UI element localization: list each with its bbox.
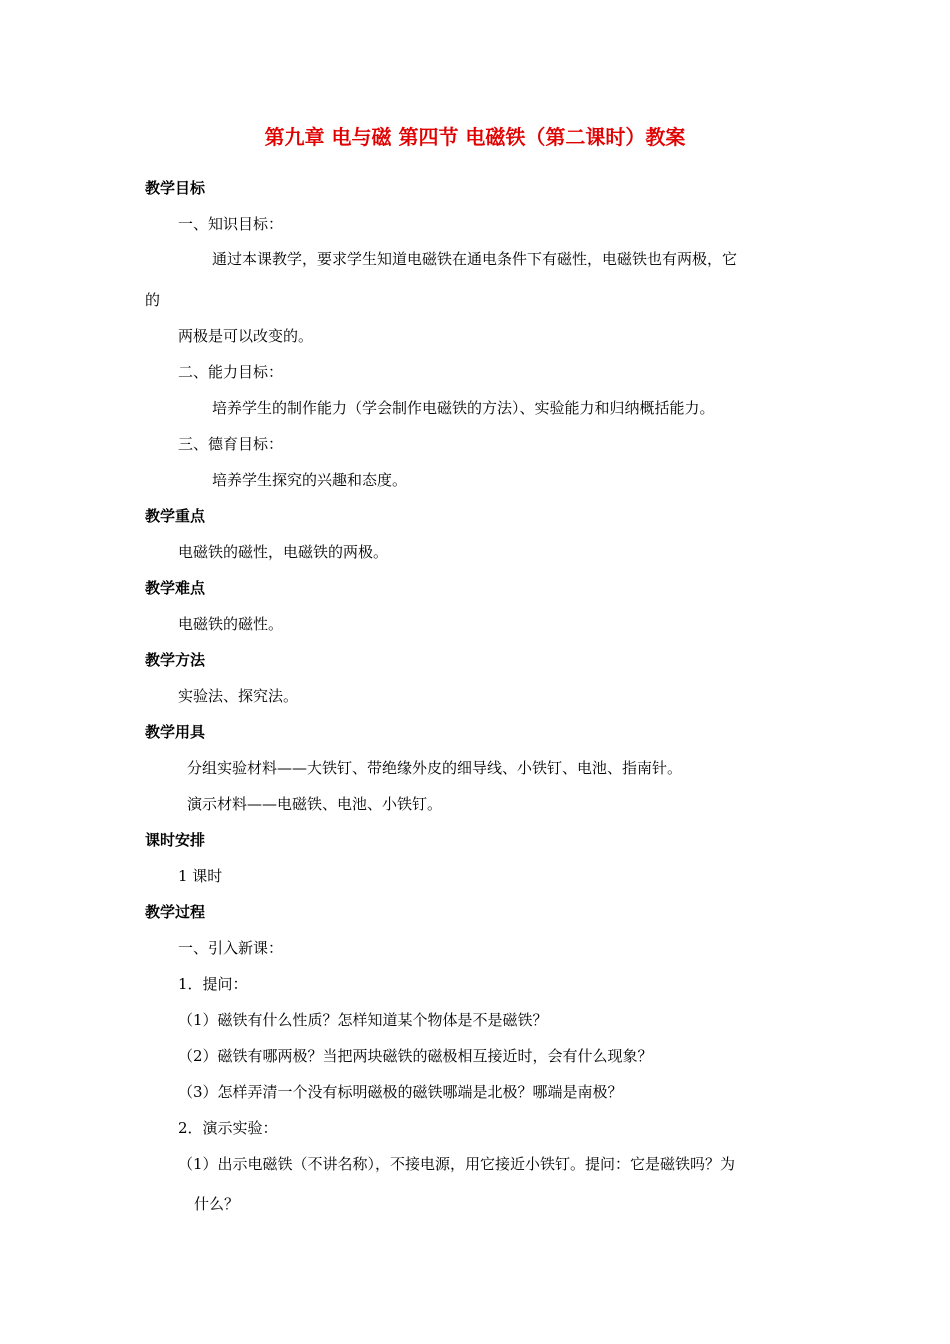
process-demo-1b: 什么？ [194, 1195, 240, 1213]
knowledge-goal-label: 一、知识目标： [178, 215, 284, 233]
document-title: 第九章 电与磁 第四节 电磁铁（第二课时）教案 [264, 125, 686, 149]
heading-difficulties: 教学难点 [145, 579, 206, 597]
key-points-text: 电磁铁的磁性，电磁铁的两极。 [178, 543, 389, 561]
heading-key-points: 教学重点 [145, 507, 206, 525]
process-sub-1: 1．提问： [178, 975, 248, 993]
difficulties-text: 电磁铁的磁性。 [178, 615, 284, 633]
ability-goal-label: 二、能力目标： [178, 363, 284, 381]
heading-tools: 教学用具 [145, 723, 206, 741]
process-question-2: （2）磁铁有哪两极？当把两块磁铁的磁极相互接近时，会有什么现象？ [178, 1047, 653, 1065]
methods-text: 实验法、探究法。 [178, 687, 299, 705]
ability-goal-text: 培养学生的制作能力（学会制作电磁铁的方法）、实验能力和归纳概括能力。 [212, 399, 715, 417]
moral-goal-text: 培养学生探究的兴趣和态度。 [212, 471, 408, 489]
moral-goal-label: 三、德育目标： [178, 435, 284, 453]
process-sub-2: 2．演示实验： [178, 1119, 278, 1137]
heading-teaching-goals: 教学目标 [145, 179, 206, 197]
knowledge-goal-text-3: 两极是可以改变的。 [178, 327, 314, 345]
heading-process: 教学过程 [145, 903, 206, 921]
heading-schedule: 课时安排 [145, 831, 206, 849]
process-step-1: 一、引入新课： [178, 939, 284, 957]
process-question-1: （1）磁铁有什么性质？怎样知道某个物体是不是磁铁？ [178, 1011, 548, 1029]
process-demo-1a: （1）出示电磁铁（不讲名称），不接电源，用它接近小铁钉。提问：它是磁铁吗？为 [178, 1155, 736, 1173]
process-question-3: （3）怎样弄清一个没有标明磁极的磁铁哪端是北极？哪端是南极？ [178, 1083, 623, 1101]
knowledge-goal-text-1: 通过本课教学，要求学生知道电磁铁在通电条件下有磁性，电磁铁也有两极，它 [212, 250, 738, 268]
schedule-text: 1 课时 [178, 867, 223, 885]
heading-methods: 教学方法 [145, 651, 206, 669]
tools-text-2: 演示材料——电磁铁、电池、小铁钉。 [187, 795, 443, 813]
tools-text-1: 分组实验材料——大铁钉、带绝缘外皮的细导线、小铁钉、电池、指南针。 [187, 759, 683, 777]
knowledge-goal-text-2: 的 [145, 291, 161, 309]
